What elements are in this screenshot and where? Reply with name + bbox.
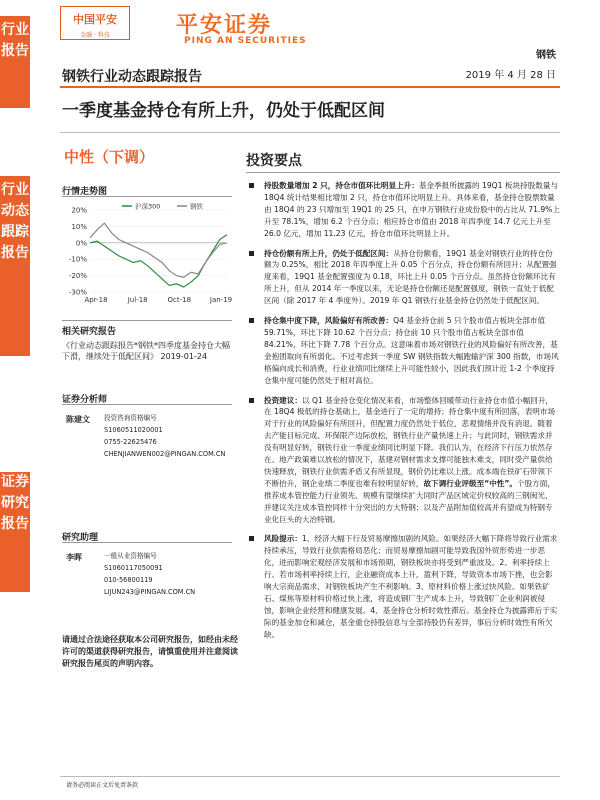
report-type: 钢铁行业动态跟踪报告 [62,69,202,85]
analyst-line: S1060511020001 [104,426,163,434]
trend-chart [62,200,232,310]
footer-note: 请务必阅读正文后免责条款 [66,782,139,789]
y-tick-label: 10% [71,222,87,231]
point-lead: 持股数量增加 2 只，持仓市值环比明显上升： [264,181,419,190]
x-tick-label: Oct-18 [167,296,192,304]
x-tick-label: Jan-19 [209,296,232,304]
key-points-list [244,180,560,649]
y-tick-label: 20% [71,206,87,215]
pingan-group-logo [60,6,130,40]
side-tab-report [0,16,30,108]
section-rule [62,542,232,543]
assistant-info [104,550,234,598]
side-tab-research [0,472,30,592]
x-tick-label: Jul-18 [127,296,148,304]
key-point [244,533,560,640]
point-text: 1、经济大幅下行及贸易摩擦加剧的风险。如果经济大幅下降将导致行业需求持续承压，导致行业供需格局恶化；而贸易摩擦加剧可能导致我国外贸形势进一步恶化，进而影响宏观经济发展和市场预期，钢铁板块亦将受到严重波及。2、利率持续上行。若市场利率持续上行，企业融资成本上升，盈利下降，导致资本市场下挫，也会影响大宗商品需求，对钢铁板块产生不利影响。3、原材料价格上涨过快风险。如果铁矿石、煤焦等原材料价格过快上涨，将造成钢厂生产成本上升，导致钢厂企业利润被侵蚀，影响企业经营和健康发展。4、基金持仓分析时效性滞后。基金持仓为披露滞后于实际的基金加仓和减仓，基金重仓持股信息与全部持股仍有差异，事后分析时效性有所欠缺。 [264,534,558,639]
section-rule [62,320,232,321]
bullet-icon [249,183,254,188]
legend-label: 钢铁 [190,202,203,211]
pingan-securities-logo-en: PING AN SECURITIES [184,36,307,46]
key-points-divider [246,172,560,173]
side-tab-label: 行业动态跟踪报告 [1,182,29,261]
analyst-line: 投资咨询资格编号 [104,414,157,422]
key-point [244,180,560,240]
analyst-email[interactable]: CHENJIANWEN002@PINGAN.COM.CN [104,450,226,458]
y-tick-label: 0% [75,239,87,248]
bullet-icon [249,318,254,323]
assistant-line: 010-56800119 [104,576,153,584]
analyst-line: 0755-22625476 [104,438,157,446]
y-tick-label: -20% [68,272,87,281]
header-divider [60,86,560,88]
trend-chart-title: 行情走势图 [62,187,108,197]
analyst-name: 陈建文 [66,415,90,424]
point-text: 从持仓份额看，19Q1 基金对钢铁行业的持仓份额为 0.25%，相比 2018 年四季度上升 0.05 个百分点，持仓份额有所回升；从配置强度来看，19Q1 基金配置强度为 0.18，环比上升 0.05 个百分点。虽然持仓份额环比有所上升，但从 2014 年一季度以来，无论是持仓份额还是配置强度，钢铁一直处于低配区间（除 2017 年 4 季度外）。2019 年 Q1 钢铁行业基金持仓仍然处于低配区间。 [264,248,557,306]
point-text: Q4 基金持仓前 5 只个股市值占板块全部市值 59.71%，环比下降 10.62 个百分点；持仓前 10 只个股市值占板块全部市值 84.21%，环比下降 7.78 个百分点。这意味着市场对钢铁行业的风险偏好有所改善，基金抱团取向有所弱化。不过考虑到一季度 SW 钢铁指数大幅跑输沪深 300 指数，市场风格偏向成长和消费，行业业绩同比继续上升可能性较小，因此我们预计近 1-2 个季度持仓集中度可能仍然处于相对高位。 [264,316,559,385]
side-tab-label: 证券研究报告 [1,474,29,532]
x-tick-label: Apr-18 [84,296,108,304]
side-tab-label: 行业报告 [1,22,29,59]
disclaimer: 请通过合法途径获取本公司研究报告，如经由未经许可的渠道获得研究报告，请慎重使用并注意阅读研究报告尾页的声明内容。 [62,635,238,668]
key-point [244,315,560,386]
bullet-icon [249,398,254,403]
assistant-email[interactable]: LIJUN243@PINGAN.COM.CN [104,588,196,596]
footer-divider [60,776,560,777]
point-lead: 持仓份额有所上升，仍处于低配区间： [264,248,394,258]
point-lead: 投资建议： [264,395,302,405]
rating-label: 中性（下调） [64,148,155,166]
pingan-securities-logo: 平安证券 [176,13,273,38]
key-points-title: 投资要点 [246,153,302,169]
section-rule [62,196,232,197]
bullet-icon [249,251,254,256]
point-lead: 故下调行业评级至“中性”。 [423,478,517,488]
assistant-line: 一般从业资格编号 [104,552,157,560]
title-divider [60,132,560,133]
point-lead: 风险提示： [264,534,302,544]
y-tick-label: -30% [68,288,87,297]
assistant-name: 李晖 [66,553,82,562]
side-tab-dynamic [0,176,30,356]
analyst-section-title: 证券分析师 [62,395,108,405]
point-text: 基金季报所披露的 19Q1 板块持股数量与 18Q4 统计结果相比增加 2 只，持仓市值环比明显上升。具体来看，基金持仓股票数量由 18Q4 的 23 只增加至 19Q1 的 25 只，在申万钢铁行业成份股中的占比从 71.9%上升至 78.1%，增加 6.2 个百分点；相应持仓市值由 2018 年四季度 14.7 亿元上升至 26.0 亿元，增加 11.23 亿元，持仓市值环比明显上升。 [264,181,560,238]
industry-label: 钢铁 [536,50,556,61]
bullet-icon [249,536,254,541]
logo-left-text: 中国平安 [73,13,117,26]
assistant-line: S1060117050091 [104,564,163,572]
report-date: 2019 年 4 月 28 日 [465,70,556,81]
key-point [244,248,560,308]
point-text: 以 Q1 基金持仓变化情况来看，市场整体回暖带动行业持仓市值小幅回升，在 18Q4 极低的持仓基础上，基金进行了一定的增持；持仓集中度有所回落，表明市场对于行业的风险偏好有所回升，但配置力度仍然处于低位，悲观情绪并没有消退。随着去产能目标完成、环保限产边际放松，钢铁行业产量快速上升；与此同时，钢铁需求并没有明显好转，钢铁行业一季度业绩同比明显下降。我们认为，在经济下行压力依然存在、地产政策难以放松的情况下，基建对钢材需求支撑可能独木难支，同时受产量供给快速释放，钢铁行业供需矛盾又有所显现，钢价仍比难以上涨。成本端在铁矿石带领下不断抬升，钢企业绩二季度也难有较明显好转， [264,395,556,488]
analyst-info [104,412,234,460]
section-rule [62,404,232,405]
page-title: 一季度基金持仓有所上升，仍处于低配区间 [62,101,385,121]
legend-label: 沪深300 [135,202,161,211]
related-title: 相关研究报告 [62,327,117,337]
y-tick-label: -10% [68,255,87,264]
key-point [244,395,560,526]
related-report[interactable]: 《行业动态跟踪报告*钢铁*四季度基金持仓大幅下滑，继续处于低配区间》 2019-01-24 [62,341,230,361]
logo-left-small: 金融 · 科技 [80,32,110,39]
assistant-section-title: 研究助理 [62,533,99,543]
point-lead: 持仓集中度下降，风险偏好有所改善： [264,316,394,326]
point-text: 个股方面，推荐成本管控能力行业领先、规模有望继续扩大同时产品区域定价权较高的三钢闽光，并建议关注成本管控同样十分突出的方大特钢；以及产品附加值较高并有望成为特钢专业化巨头的大冶特钢。 [264,478,555,524]
